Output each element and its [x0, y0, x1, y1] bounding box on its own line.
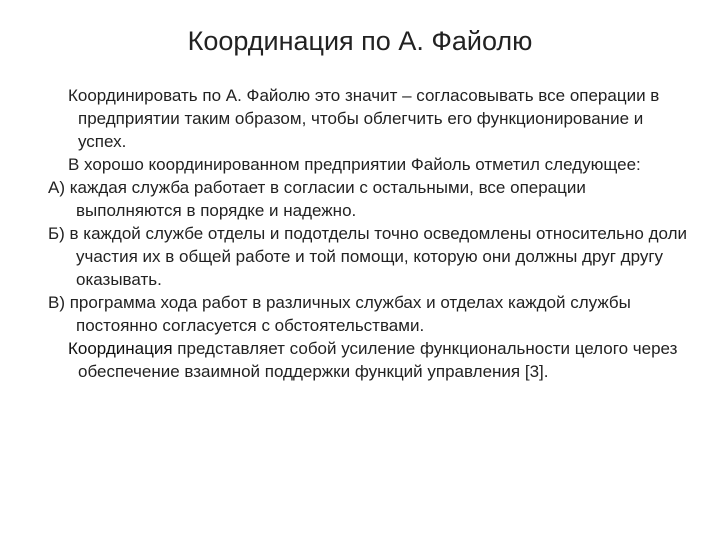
slide-body	[44, 84, 694, 383]
paragraph-intro: В хорошо координированном предприятии Файоль отметил следующее:	[68, 155, 641, 174]
list-item-c: В) программа хода работ в различных службах и отделах каждой службы постоянно согласуется с обстоятельствами.	[48, 293, 631, 335]
list-item-b: Б) в каждой службе отделы и подотделы точно осведомлены относительно доли участия их в общей работе и той помощи, которую они должны друг другу оказывать.	[48, 224, 687, 289]
paragraph-conclusion	[44, 337, 694, 383]
conclusion-text: представляет собой усиление функциональности целого через обеспечение взаимной поддержки функций управления [3].	[78, 339, 678, 381]
paragraph-definition: Координировать по А. Файолю это значит – согласовывать все операции в предприятии таким образом, чтобы облегчить его функционирование и успех.	[68, 86, 660, 151]
list-item-a: А) каждая служба работает в согласии с остальными, все операции выполняются в порядке и надежно.	[48, 178, 586, 220]
slide-title: Координация по А. Файолю	[187, 26, 533, 56]
conclusion-term: Координация	[68, 339, 173, 358]
